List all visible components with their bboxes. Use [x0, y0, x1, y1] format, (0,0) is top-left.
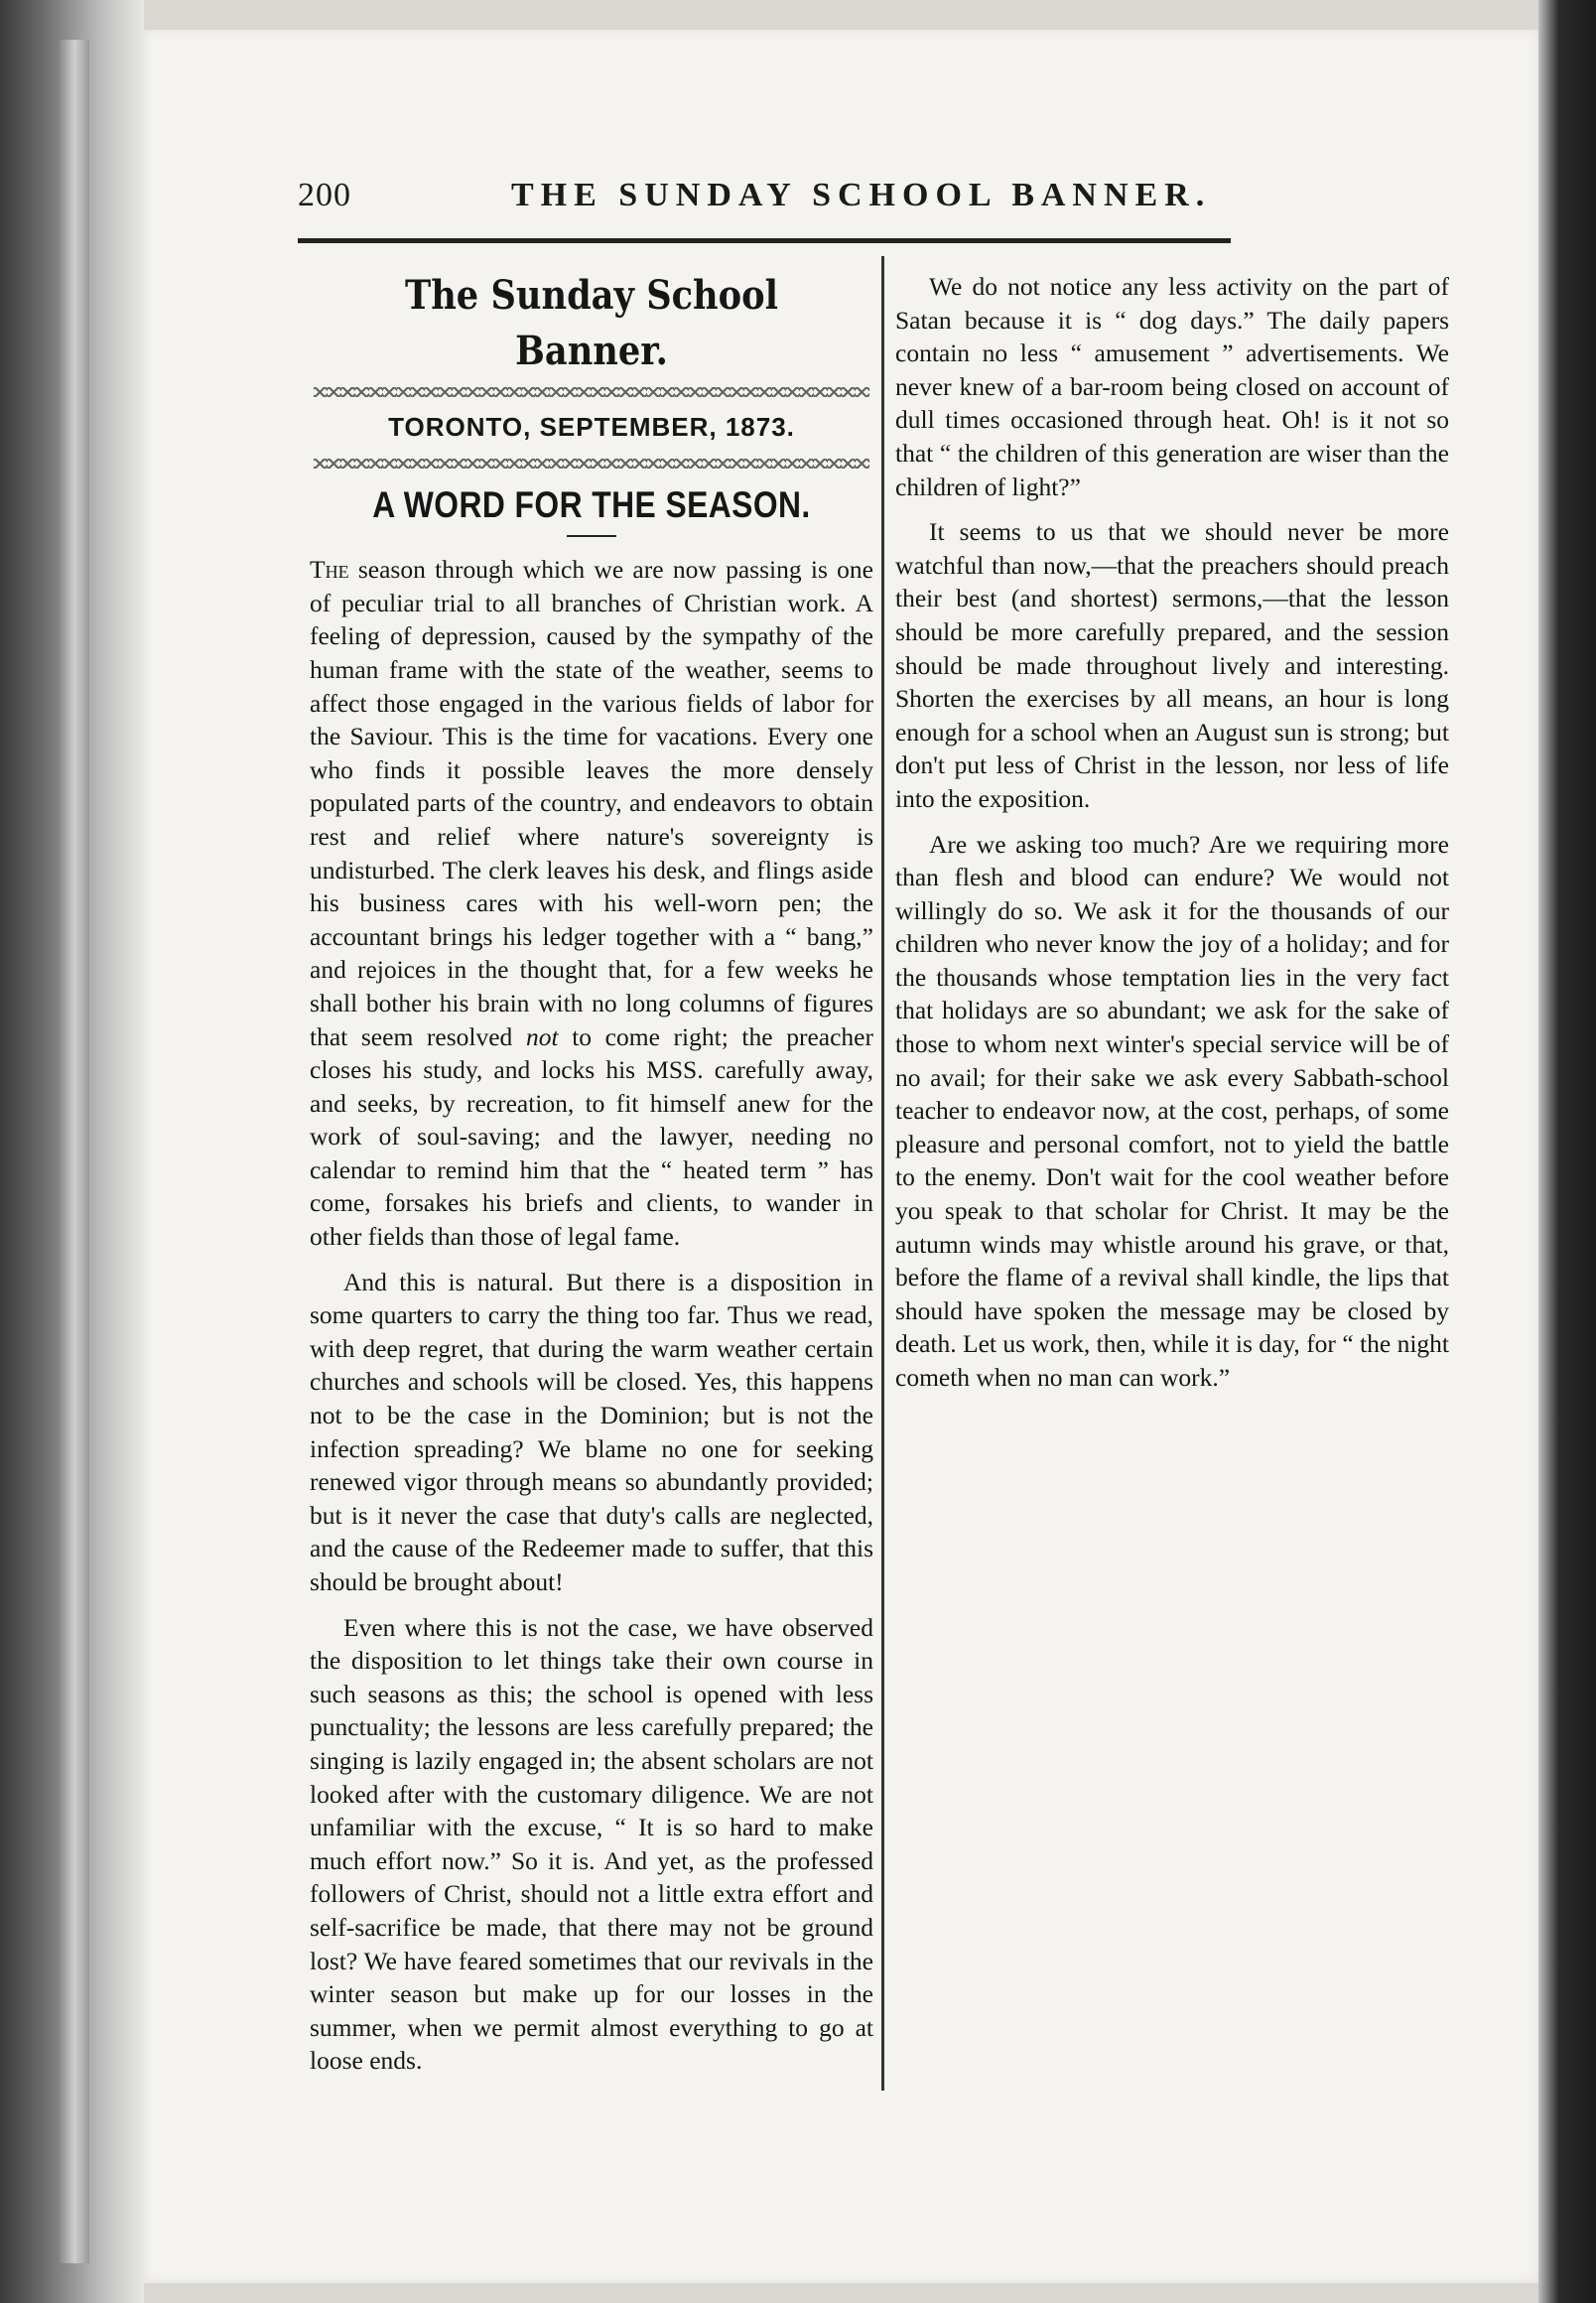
paragraph-5: It seems to us that we should never be more watchful than now,—that the preachers should preach their best (and shortest) sermons,—that the lesson should be more carefully prepared, and the session should be made throughout lively and interesting. Shorten the exercises by all means, an hour is long enough for a school when an August sun is strong; but don't put less of Christ in the lesson, nor less of life into the exposition.: [895, 517, 1449, 813]
dateline: TORONTO, SEPTEMBER, 1873.: [388, 412, 795, 442]
left-column: [310, 268, 873, 2078]
paragraph-1: [310, 553, 873, 1253]
book-binding: [0, 0, 144, 2303]
paragraph-1-emphasis: not: [525, 1021, 559, 1051]
paragraph-4: We do not notice any less activity on the part of Satan because it is “ dog days.” The daily papers contain no less “ amusement ” advertisements. We never knew of a bar-room being closed on account of dull times occasioned through heat. Oh! is it not so that “ the children of this generation are wiser than the children of light?”: [895, 272, 1449, 501]
binding-spine: [60, 40, 89, 2263]
article-title: A WORD FOR THE SEASON.: [372, 483, 811, 525]
paragraph-1-end: to come right; the preacher closes his study, and locks his MSS. carefully away, and seeks, by recreation, to fit himself anew for the work of soul-saving; and the lawyer, needing no calendar to remind him that the “ heated term ” has come, forsakes his briefs and clients, to wander in other fields than those of legal fame.: [310, 1021, 873, 1252]
page-number: 200: [298, 177, 351, 213]
page-right-edge: [1538, 0, 1596, 2303]
masthead: The Sunday School Banner.: [405, 272, 778, 374]
ornamental-rule-bottom: [314, 459, 869, 469]
header-rule: [298, 238, 1231, 243]
paragraph-2: And this is natural. But there is a disposition in some quarters to carry the thing too far. Thus we read, with deep regret, that during the warm weather certain churches and schools will be closed. Yes, this happens not to be the case in the Dominion; but is not the infection spreading? We blame no one for seeking renewed vigor through means so abundantly provided; but is it never the case that duty's calls are neglected, and the cause of the Redeemer made to suffer, that this should be brought about!: [310, 1267, 873, 1596]
journal-running-title: THE SUNDAY SCHOOL BANNER.: [511, 177, 1212, 213]
column-divider: [881, 256, 884, 2091]
paragraph-1-body: season through which we are now passing is one of peculiar trial to all branches of Christian work. A feeling of depression, caused by the sympathy of the human frame with the state of the weather, seems to affect those engaged in the various fields of labor for the Saviour. This is the time for vacations. Every one who finds it possible leaves the more densely populated parts of the country, and endeavors to obtain rest and relief where nature's sovereignty is undisturbed. The clerk leaves his desk, and flings aside his business cares with his well-worn pen; the accountant brings his ledger together with a “ bang,” and rejoices in the thought that, for a few weeks he shall bother his brain with no long columns of figures that seem resolved: [310, 555, 873, 1051]
paragraph-1-lead: The: [310, 555, 349, 585]
title-rule: [567, 535, 616, 537]
running-head: [298, 177, 1231, 226]
paragraph-3: Even where this is not the case, we have observed the disposition to let things take their own course in such seasons as this; the school is opened with less punctuality; the lessons are less carefully prepared; the singing is lazily engaged in; the absent scholars are not looked after with the customary diligence. We are not unfamiliar with the excuse, “ It is so hard to make much effort now.” So it is. And yet, as the professed followers of Christ, should not a little extra effort and self-sacrifice be made, that there may not be ground lost? We have feared sometimes that our revivals in the winter season but make up for our losses in the summer, when we permit almost everything to go at loose ends.: [310, 1612, 873, 2076]
right-column: [895, 270, 1449, 1407]
ornamental-rule-top: [314, 387, 869, 397]
paragraph-6: Are we asking too much? Are we requiring more than flesh and blood can endure? We would not willingly do so. We ask it for the thousands of our children who never know the joy of a holiday; and for the thousands whose temptation lies in the very fact that holidays are so abundant; we ask for the sake of those to whom next winter's special service will be of no avail; for their sake we ask every Sabbath-school teacher to endeavor now, at the cost, perhaps, of some pleasure and personal comfort, not to yield the battle to the enemy. Don't wait for the cool weather before you speak to that scholar for Christ. It may be the autumn winds may whistle around his grave, or that, before the flame of a revival shall kindle, the lips that should have spoken the message may be closed by death. Let us work, then, while it is day, for “ the night cometh when no man can work.”: [895, 829, 1449, 1392]
